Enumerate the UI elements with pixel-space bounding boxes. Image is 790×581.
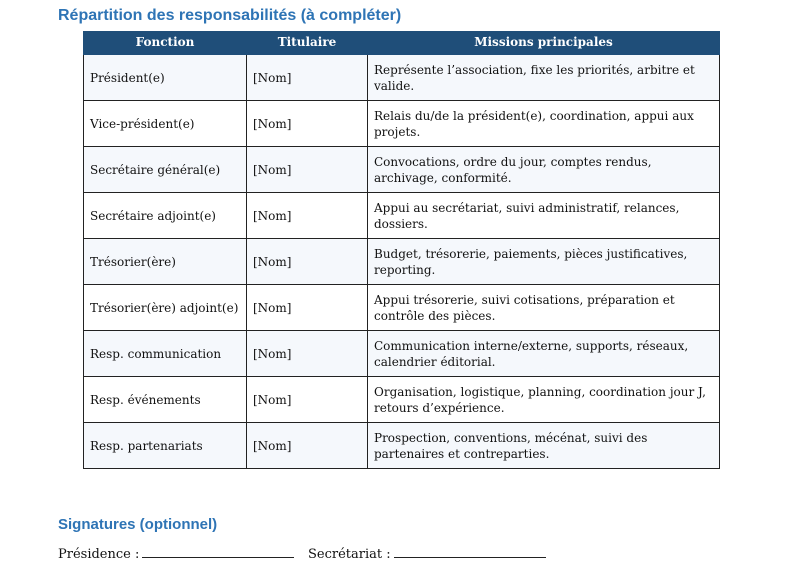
cell-fonction: Resp. événements: [84, 377, 247, 423]
cell-titulaire: [Nom]: [247, 101, 368, 147]
cell-titulaire: [Nom]: [247, 147, 368, 193]
table-row: [84, 239, 720, 285]
cell-fonction: Trésorier(ère): [84, 239, 247, 285]
cell-missions: Budget, trésorerie, paiements, pièces justificatives, reporting.: [368, 239, 720, 285]
cell-titulaire: [Nom]: [247, 377, 368, 423]
signature-presidence: [58, 545, 294, 562]
cell-fonction: Secrétaire général(e): [84, 147, 247, 193]
cell-fonction: Secrétaire adjoint(e): [84, 193, 247, 239]
cell-missions: Communication interne/externe, supports, réseaux, calendrier éditorial.: [368, 331, 720, 377]
table-row: [84, 101, 720, 147]
responsibilities-table: [83, 31, 720, 469]
cell-missions: Appui trésorerie, suivi cotisations, préparation et contrôle des pièces.: [368, 285, 720, 331]
table-row: [84, 377, 720, 423]
cell-titulaire: [Nom]: [247, 285, 368, 331]
cell-titulaire: [Nom]: [247, 193, 368, 239]
cell-fonction: Vice-président(e): [84, 101, 247, 147]
cell-titulaire: [Nom]: [247, 331, 368, 377]
table-row: [84, 147, 720, 193]
table-row: [84, 423, 720, 469]
cell-fonction: Resp. communication: [84, 331, 247, 377]
cell-titulaire: [Nom]: [247, 239, 368, 285]
signature-secretariat-label: Secrétariat :: [308, 547, 391, 562]
signatures-title: Signatures (optionnel): [58, 516, 218, 533]
table-row: [84, 331, 720, 377]
table-row: [84, 193, 720, 239]
cell-fonction: Trésorier(ère) adjoint(e): [84, 285, 247, 331]
signature-secretariat-line[interactable]: [394, 545, 546, 558]
cell-missions: Relais du/de la président(e), coordination, appui aux projets.: [368, 101, 720, 147]
cell-missions: Appui au secrétariat, suivi administratif, relances, dossiers.: [368, 193, 720, 239]
cell-missions: Convocations, ordre du jour, comptes rendus, archivage, conformité.: [368, 147, 720, 193]
signature-secretariat: [308, 545, 546, 562]
cell-fonction: Président(e): [84, 54, 247, 101]
cell-missions: Représente l’association, fixe les priorités, arbitre et valide.: [368, 54, 720, 101]
signature-presidence-line[interactable]: [142, 545, 294, 558]
cell-titulaire: [Nom]: [247, 423, 368, 469]
column-header-titulaire: Titulaire: [247, 32, 368, 54]
table-row: [84, 285, 720, 331]
cell-missions: Prospection, conventions, mécénat, suivi des partenaires et contreparties.: [368, 423, 720, 469]
cell-missions: Organisation, logistique, planning, coordination jour J, retours d’expérience.: [368, 377, 720, 423]
cell-fonction: Resp. partenariats: [84, 423, 247, 469]
column-header-fonction: Fonction: [84, 32, 247, 54]
column-header-missions: Missions principales: [368, 32, 720, 54]
table-row: [84, 54, 720, 101]
signature-presidence-label: Présidence :: [58, 547, 140, 562]
cell-titulaire: [Nom]: [247, 54, 368, 101]
table-header-row: [84, 32, 720, 54]
page-title: Répartition des responsabilités (à compléter): [58, 7, 402, 24]
